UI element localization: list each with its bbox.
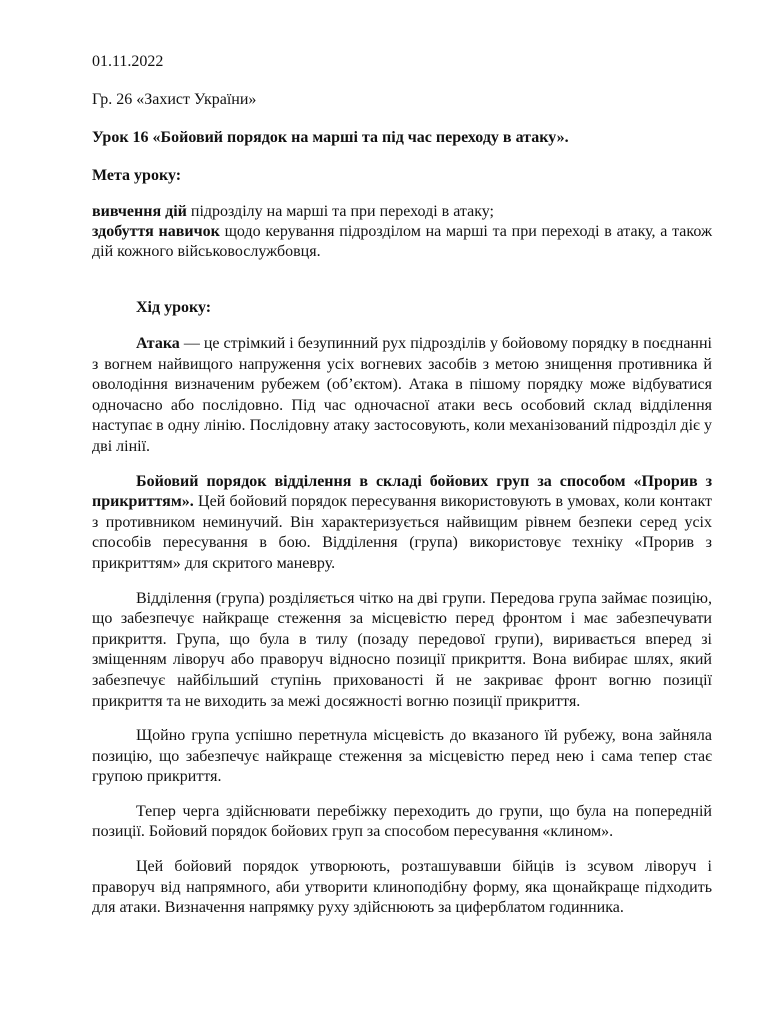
paragraph-text: Відділення (група) розділяється чітко на дві групи. Передова група займає позицію, що забезпечує найкраще стеження за місцевістю перед фронтом і має забезпечувати прикриття. Група, що була в тилу (позаду передової групи), виривається вперед зі зміщенням ліворуч або праворуч відносно позиції прикриття. Вона вибирає шлях, який забезпечує найбільший ступінь прихованості й не закриває фронт вогню позиції прикриття та не виходить за межі досяжності вогню позиції прикриття. [92, 589, 712, 710]
paragraph-text: Цей бойовий порядок пересування використовують в умовах, коли контакт з противником неминучий. Він характеризується найвищим рівнем безпеки серед усіх способів пересування в бою. Відділення (група) використовує техніку «Прорив з прикриттям» для скритого маневру. [92, 493, 712, 572]
goal-item-text: щодо керування підрозділом на марші та при переході в атаку, а також дій кожного військовослужбовця. [92, 223, 713, 260]
paragraph-wedge [92, 857, 712, 919]
document-date: 01.11.2022 [92, 53, 164, 70]
paragraph-cover [92, 726, 712, 788]
goals-list [92, 202, 712, 262]
paragraph-text: Тепер черга здійснювати перебіжку переходить до групи, що була на попередній позиції. Бойовий порядок бойових груп за способом пересування «клином». [92, 802, 712, 841]
goal-item-bold: вивчення дій [92, 203, 187, 220]
paragraph-bold: Атака [136, 335, 180, 352]
goal-item-text: підрозділу на марші та при переході в атаку; [186, 203, 494, 220]
paragraph-text: Щойно група успішно перетнула місцевість до вказаного їй рубежу, вона зайняла позицію, що забезпечує найкраще стеження за місцевістю перед нею і сама тепер стає групою прикриття. [92, 727, 712, 786]
paragraph-attack [92, 334, 712, 458]
group-name: Гр. 26 «Захист України» [92, 91, 257, 108]
goal-heading: Мета уроку: [92, 167, 182, 184]
paragraph-turn [92, 802, 712, 843]
paragraph-text: Цей бойовий порядок утворюють, розташувавши бійців із зсувом ліворуч і праворуч від напрямного, аби утворити клиноподібну форму, яка щонайкраще підходить для атаки. Визначення напрямку руху здійснюють за циферблатом годинника. [92, 858, 712, 917]
lesson-title: Урок 16 «Бойовий порядок на марші та під час переходу в атаку». [92, 129, 569, 146]
paragraph-split [92, 589, 712, 713]
goal-item [92, 202, 712, 222]
document-page [92, 52, 712, 933]
course-heading: Хід уроку: [136, 299, 212, 316]
goal-item-bold: здобуття навичок [92, 223, 220, 240]
paragraph-bold: Бойовий порядок відділення в складі бойових груп за способом «Прорив з прикриттям». [92, 472, 712, 511]
paragraph-breakthrough [92, 472, 712, 575]
paragraph-text: — це стрімкий і безупинний рух підрозділів у бойовому порядку в поєднанні з вогнем найвищого напруження усіх вогневих засобів з метою знищення противника й оволодіння визначеним рубежем (об’єктом). Атака в пішому порядку може відбуватися одночасно або послідовно. Під час одночасної атаки весь особовий склад відділення наступає в одну лінію. Послідовну атаку застосовують, коли механізований підрозділ діє у дві лінії. [92, 335, 712, 455]
goal-item [92, 222, 712, 262]
